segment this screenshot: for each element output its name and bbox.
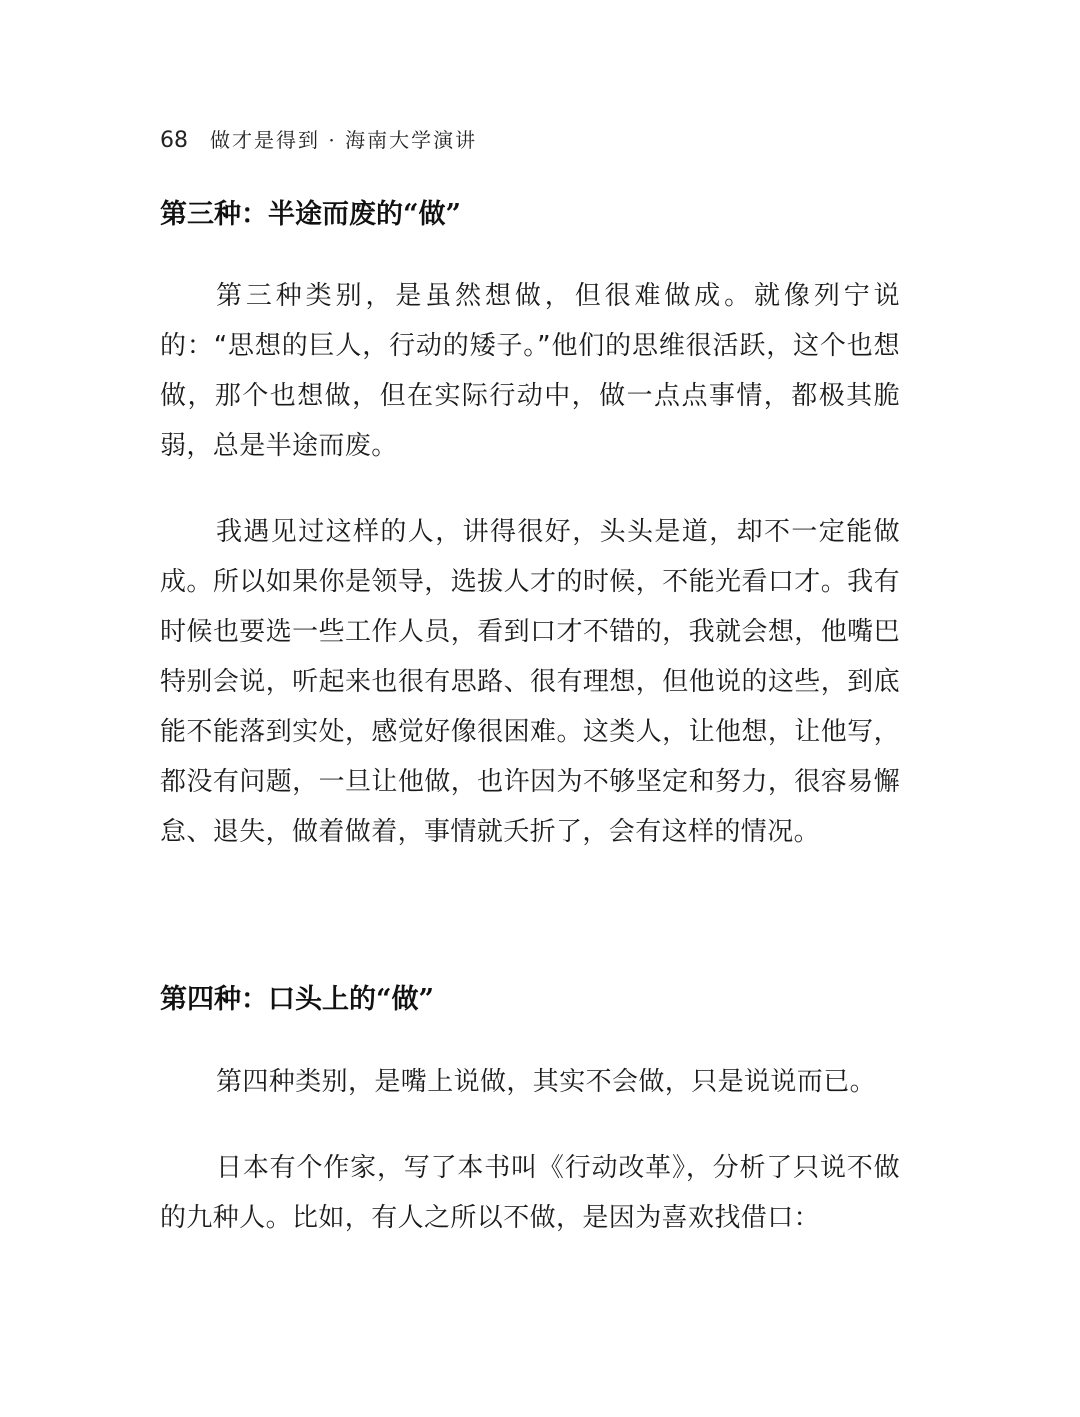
paragraph-fourth-2: 日本有个作家，写了本书叫《行动改革》，分析了只说不做的九种人。比如，有人之所以不做，是因为喜欢找借口： [160, 1153, 900, 1233]
paragraph-third-2: 我遇见过这样的人，讲得很好，头头是道，却不一定能做成。所以如果你是领导，选拔人才的时候，不能光看口才。我有时候也要选一些工作人员，看到口才不错的，我就会想，他嘴巴特别会说，听起来也很有思路、很有理想，但他说的这些，到底能不能落到实处，感觉好像很困难。这类人，让他想，让他写，都没有问题，一旦让他做，也许因为不够坚定和努力，很容易懈怠、退失，做着做着，事情就夭折了，会有这样的情况。 [160, 517, 900, 847]
section-heading-fourth: 第四种：口头上的“做” [160, 984, 435, 1015]
paragraph-fourth-1: 第四种类别，是嘴上说做，其实不会做，只是说说而已。 [216, 1067, 877, 1097]
page-number: 68 [160, 128, 188, 153]
paragraph-third-1: 第三种类别，是虽然想做，但很难做成。就像列宁说的：“思想的巨人，行动的矮子。”他们的思维很活跃，这个也想做，那个也想做，但在实际行动中，做一点点事情，都极其脆弱，总是半途而废。 [160, 281, 900, 461]
running-title: 做才是得到 · 海南大学演讲 [210, 128, 478, 152]
running-header [160, 124, 477, 158]
section-heading-third: 第三种：半途而废的“做” [160, 199, 462, 230]
